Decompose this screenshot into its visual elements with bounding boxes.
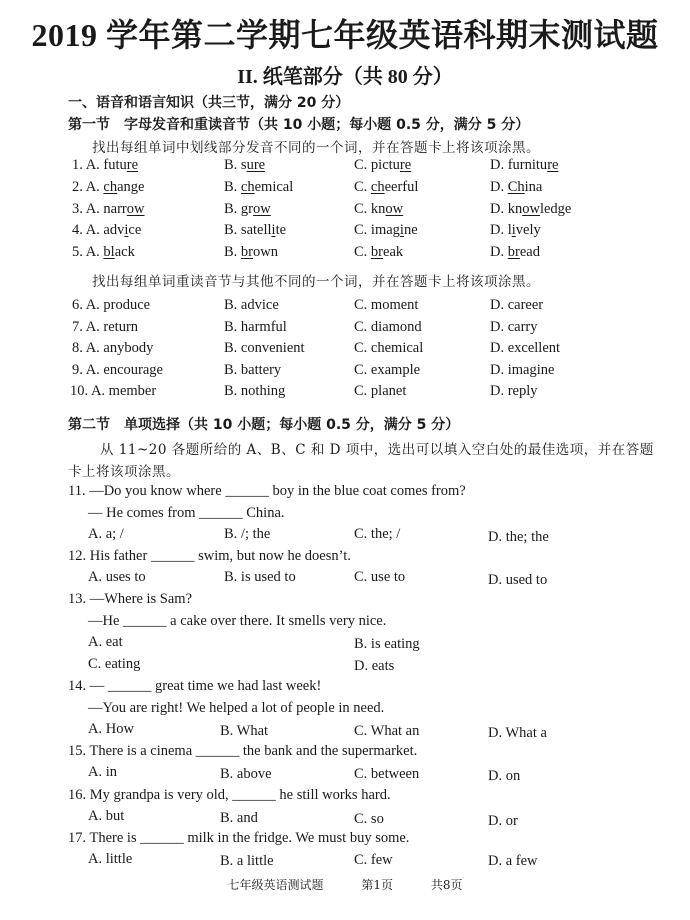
option-text: B. bbox=[224, 244, 241, 260]
underlined-letters: i bbox=[511, 222, 516, 238]
pron-option bbox=[72, 222, 141, 239]
underlined-letters: re bbox=[547, 157, 559, 173]
footer-doc-name: 七年级英语测试题 bbox=[227, 878, 324, 892]
option-text: D. l bbox=[490, 222, 512, 238]
underlined-letters: ow bbox=[522, 201, 540, 217]
underlined-letters: Ch bbox=[507, 179, 525, 195]
question-stem: 12. His father ______ swim, but now he doesn’t. bbox=[68, 548, 351, 564]
stress-option: D. excellent bbox=[490, 340, 561, 356]
underlined-letters: re bbox=[399, 157, 412, 173]
answer-option: D. a few bbox=[488, 853, 538, 869]
stress-option: B. harmful bbox=[224, 319, 287, 335]
answer-option: D. or bbox=[488, 813, 518, 829]
question-stem: 15. There is a cinema ______ the bank and the supermarket. bbox=[68, 743, 418, 759]
pron-option bbox=[224, 201, 271, 218]
answer-option: A. How bbox=[88, 721, 134, 737]
option-text: ead bbox=[519, 244, 540, 260]
option-text: ina bbox=[524, 179, 543, 195]
underlined-letters: br bbox=[507, 244, 520, 260]
answer-option: A. little bbox=[88, 851, 133, 867]
pron-option bbox=[72, 201, 145, 218]
option-text: eak bbox=[383, 244, 404, 260]
option-text: ange bbox=[117, 179, 145, 195]
stress-option: C. moment bbox=[354, 297, 419, 313]
answer-option: C. What an bbox=[354, 723, 420, 739]
option-text: C. bbox=[354, 244, 371, 260]
option-text: eerful bbox=[384, 179, 419, 195]
answer-option: B. and bbox=[220, 810, 258, 826]
underlined-letters: i bbox=[271, 222, 276, 238]
stress-option: 9. A. encourage bbox=[72, 362, 163, 378]
answer-option: B. What bbox=[220, 723, 269, 739]
pron-option bbox=[354, 201, 403, 218]
underlined-letters: ow bbox=[385, 201, 404, 217]
option-text: te bbox=[275, 222, 287, 238]
option-text: 1. A. futu bbox=[72, 157, 127, 173]
page-footer bbox=[0, 876, 690, 893]
section1-instruction-a: 找出每组单词中划线部分发音不同的一个词，并在答题卡上将该项涂黑。 bbox=[92, 140, 540, 156]
option-text: C. pictu bbox=[354, 157, 400, 173]
pron-option bbox=[72, 157, 138, 174]
underlined-letters: bl bbox=[103, 244, 115, 260]
pron-option bbox=[354, 179, 418, 196]
underlined-letters: re bbox=[126, 157, 139, 173]
answer-option: B. a little bbox=[220, 853, 274, 869]
pron-option bbox=[490, 157, 558, 174]
answer-option: D. What a bbox=[488, 725, 547, 741]
section1-instruction-b: 找出每组单词重读音节与其他不同的一个词，并在答题卡上将该项涂黑。 bbox=[92, 274, 540, 290]
answer-option: B. /; the bbox=[224, 526, 271, 542]
option-text: emical bbox=[254, 179, 294, 195]
answer-option: A. but bbox=[88, 808, 125, 824]
option-text: 2. A. bbox=[72, 179, 104, 195]
answer-option: D. used to bbox=[488, 572, 548, 588]
pron-option bbox=[224, 244, 278, 261]
stress-option: D. imagine bbox=[490, 362, 555, 378]
option-text: ce bbox=[128, 222, 142, 238]
pron-option bbox=[224, 222, 286, 239]
stress-option: 7. A. return bbox=[72, 319, 139, 335]
section2-instruction-line1: 从 11~20 各题所给的 A、B、C 和 D 项中，选出可以填入空白处的最佳选项，并在答题 bbox=[100, 442, 654, 458]
section2-heading: 第二节 单项选择（共 10 小题；每小题 0.5 分，满分 5 分） bbox=[68, 417, 460, 433]
stress-option: D. reply bbox=[490, 383, 538, 399]
stress-option: B. advice bbox=[224, 297, 279, 313]
answer-option: C. few bbox=[354, 852, 393, 868]
pron-option bbox=[490, 222, 541, 239]
stress-option: C. example bbox=[354, 362, 421, 378]
answer-option: C. use to bbox=[354, 569, 406, 585]
option-text: D. bbox=[490, 179, 508, 195]
footer-page-number: 第1页 bbox=[361, 878, 393, 892]
underlined-letters: br bbox=[370, 244, 384, 260]
option-text: D. furnitu bbox=[490, 157, 548, 173]
section1-heading: 第一节 字母发音和重读音节（共 10 小题；每小题 0.5 分，满分 5 分） bbox=[68, 117, 530, 133]
underlined-letters: ch bbox=[103, 179, 118, 195]
exam-subtitle: II. 纸笔部分（共 80 分） bbox=[237, 66, 453, 88]
underlined-letters: ch bbox=[370, 179, 385, 195]
option-text: C. bbox=[354, 179, 371, 195]
option-text: B. gr bbox=[224, 201, 253, 217]
answer-option: C. so bbox=[354, 811, 384, 827]
option-text: 5. A. bbox=[72, 244, 104, 260]
stress-option: D. carry bbox=[490, 319, 538, 335]
question-stem: 17. There is ______ milk in the fridge. We must buy some. bbox=[68, 830, 410, 846]
underlined-letters: ch bbox=[240, 179, 255, 195]
option-text: D. bbox=[490, 244, 508, 260]
underlined-letters: ow bbox=[253, 201, 271, 217]
answer-option: D. the; the bbox=[488, 529, 549, 545]
option-text: vely bbox=[515, 222, 541, 238]
question-response: —He ______ a cake over there. It smells very nice. bbox=[88, 613, 387, 629]
stress-option: B. battery bbox=[224, 362, 282, 378]
section2-instruction-line2: 卡上将该项涂黑。 bbox=[68, 464, 180, 480]
question-stem: 14. — ______ great time we had last week! bbox=[68, 678, 322, 694]
option-text: ack bbox=[114, 244, 135, 260]
pron-option bbox=[490, 179, 542, 196]
option-text: C. kn bbox=[354, 201, 386, 217]
stress-option: C. planet bbox=[354, 383, 407, 399]
pron-option bbox=[354, 244, 403, 261]
option-text: C. imag bbox=[354, 222, 400, 238]
question-response: — He comes from ______ China. bbox=[88, 505, 285, 521]
footer-total-pages: 共8页 bbox=[430, 878, 463, 892]
underlined-letters: ow bbox=[126, 201, 145, 217]
option-text: ne bbox=[403, 222, 418, 238]
stress-option: B. convenient bbox=[224, 340, 305, 356]
question-stem: 13. —Where is Sam? bbox=[68, 591, 193, 607]
answer-option: C. eating bbox=[88, 656, 141, 672]
pron-option bbox=[224, 157, 265, 174]
exam-title: 2019 学年第二学期七年级英语科期末测试题 bbox=[31, 17, 659, 53]
stress-option: 8. A. anybody bbox=[72, 340, 154, 356]
answer-option: B. is eating bbox=[354, 636, 420, 652]
underlined-letters: i bbox=[124, 222, 129, 238]
stress-option: C. diamond bbox=[354, 319, 422, 335]
answer-option: A. in bbox=[88, 764, 117, 780]
stress-option: D. career bbox=[490, 297, 544, 313]
pron-option bbox=[72, 244, 135, 261]
answer-option: B. above bbox=[220, 766, 272, 782]
answer-option: D. eats bbox=[354, 658, 395, 674]
stress-option: B. nothing bbox=[224, 383, 286, 399]
answer-option: A. uses to bbox=[88, 569, 146, 585]
answer-option: C. between bbox=[354, 766, 420, 782]
part-heading: 一、语音和语言知识（共三节，满分 20 分） bbox=[68, 95, 350, 111]
answer-option: C. the; / bbox=[354, 526, 401, 542]
answer-option: A. a; / bbox=[88, 526, 124, 542]
option-text: B. s bbox=[224, 157, 247, 173]
answer-option: A. eat bbox=[88, 634, 123, 650]
underlined-letters: ure bbox=[246, 157, 266, 173]
pron-option bbox=[354, 222, 418, 239]
stress-option: 6. A. produce bbox=[72, 297, 151, 313]
question-stem: 16. My grandpa is very old, ______ he still works hard. bbox=[68, 787, 391, 803]
stress-option: 10. A. member bbox=[70, 383, 157, 399]
option-text: 3. A. narr bbox=[72, 201, 127, 217]
answer-option: B. is used to bbox=[224, 569, 296, 585]
answer-option: D. on bbox=[488, 768, 521, 784]
option-text: B. satell bbox=[224, 222, 272, 238]
option-text: own bbox=[253, 244, 278, 260]
stress-option: C. chemical bbox=[354, 340, 424, 356]
option-text: D. kn bbox=[490, 201, 523, 217]
pron-option bbox=[72, 179, 144, 196]
option-text: B. bbox=[224, 179, 241, 195]
question-response: —You are right! We helped a lot of people in need. bbox=[88, 700, 385, 716]
question-stem: 11. —Do you know where ______ boy in the blue coat comes from? bbox=[68, 483, 466, 499]
pron-option bbox=[490, 201, 571, 218]
underlined-letters: i bbox=[399, 222, 404, 238]
pron-option bbox=[224, 179, 293, 196]
pron-option bbox=[354, 157, 411, 174]
pron-option bbox=[490, 244, 540, 261]
option-text: ledge bbox=[539, 201, 572, 217]
underlined-letters: br bbox=[240, 244, 254, 260]
option-text: 4. A. adv bbox=[72, 222, 125, 238]
